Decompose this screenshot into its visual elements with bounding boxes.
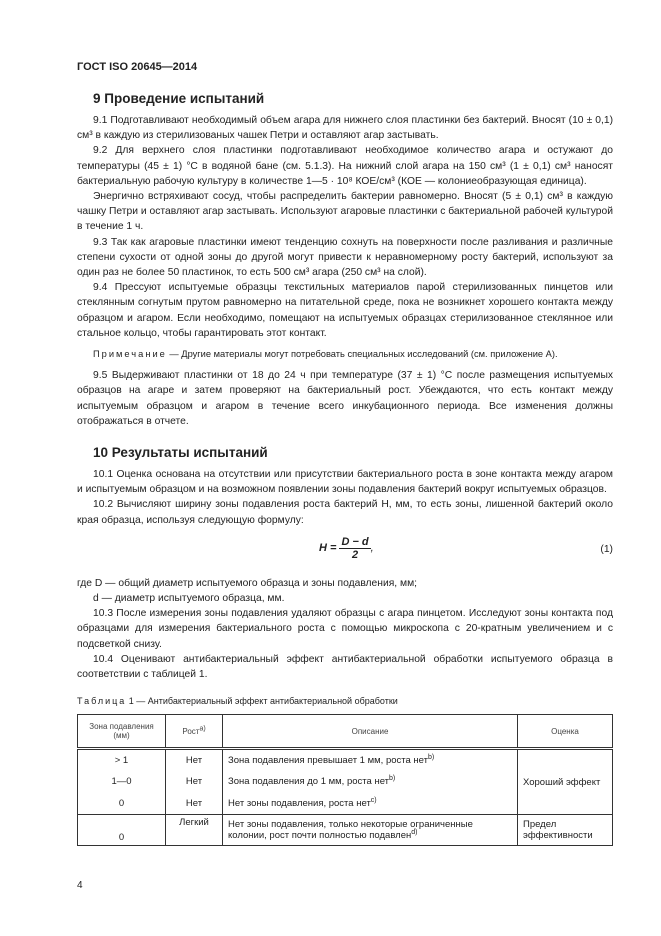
table-caption-text: 1 — Антибактериальный эффект антибактериальной обработки bbox=[126, 696, 398, 707]
header-description: Описание bbox=[223, 715, 518, 749]
formula-1 bbox=[77, 536, 613, 570]
section-10-title: 10 Результаты испытаний bbox=[93, 445, 268, 461]
paragraph-9-4: 9.4 Прессуют испытуемые образцы текстильных материалов парой стерилизованных пинцетов или стеклянным согнутым прутом равномерно на питательной среде, пока не возникнет хорошего контакта между образцом и агаром. Если необходимо, помещают на испытуемых образцах стерилизованное стеклянное или стальное кольцо, чтобы гарантировать этот контакт. bbox=[77, 282, 613, 339]
cell-rating: Предел эффективности bbox=[518, 815, 613, 846]
section-9 bbox=[77, 91, 613, 429]
cell-growth: Нет bbox=[166, 749, 223, 771]
cell-rating: Хороший эффект bbox=[518, 749, 613, 815]
note-label: Примечание bbox=[93, 349, 167, 360]
table-caption-label: Таблица bbox=[77, 696, 127, 707]
document-header: ГОСТ ISO 20645—2014 bbox=[77, 61, 198, 73]
header-zone: Зона подавления (мм) bbox=[78, 715, 166, 749]
section-9-title: 9 Проведение испытаний bbox=[93, 91, 265, 106]
cell-zone: 0 bbox=[78, 815, 166, 846]
table-row bbox=[78, 815, 613, 846]
where-d-total: где D — общий диаметр испытуемого образца и зоны подавления, мм; bbox=[77, 577, 418, 589]
section-10 bbox=[77, 445, 613, 682]
page-content bbox=[77, 61, 613, 891]
formula-lhs: H = bbox=[319, 542, 337, 555]
paragraph-9-2-cont: Энергично встряхивают сосуд, чтобы распределить бактерии равномерно. Вносят (5 ± 0,1) см³ в каждую чашку Петри и оставляют агар застывать. Используют агаровые пластинки с бактериальной рабочей культурой в течение 1 ч. bbox=[77, 191, 613, 233]
cell-zone: 1—0 bbox=[78, 771, 166, 793]
cell-description: Зона подавления превышает 1 мм, роста нет$^{b)}$ bbox=[223, 749, 518, 771]
page-number: 4 bbox=[77, 880, 83, 892]
note bbox=[77, 347, 613, 362]
paragraph-10-3: 10.3 После измерения зоны подавления удаляют образцы с агара пинцетом. Исследуют зоны контакта под образцами для измерения бактериального роста с помощью микроскопа с 20-кратным увеличением и с подсветкой снизу. bbox=[77, 608, 613, 650]
equation-number: (1) bbox=[600, 543, 613, 555]
header-rating: Оценка bbox=[518, 715, 613, 749]
paragraph-9-5: 9.5 Выдерживают пластинки от 18 до 24 ч при температуре (37 ± 1) °С после размещения испытуемых образцов на агаре и затем проверяют на бактериальный рост. Убеждаются, что есть контакт между испытуемым образцом и агаром в течение всего инкубационного периода. Все изменения должны отображаться в отчете. bbox=[77, 370, 613, 427]
where-d-sample: d — диаметр испытуемого образца, мм. bbox=[93, 593, 285, 605]
cell-description: Зона подавления до 1 мм, роста нет$^{b)}$ bbox=[223, 771, 518, 793]
formula-denominator: 2 bbox=[351, 548, 359, 561]
cell-description: Нет зоны подавления, роста нет$^{c)}$ bbox=[223, 793, 518, 815]
paragraph-9-2: 9.2 Для верхнего слоя пластинки подготавливают необходимое количество агара и остужают до температуры (45 ± 1) °С в водяной бане (см. 5.1.3). На нижний слой агара на 150 см³ (1 ± 0,1) см³ наносят бактериальную рабочую культуру в количестве 1—5 · 10⁸ КОЕ/см³ (КОЕ — колониеобразующая единица). bbox=[77, 145, 613, 187]
note-text: — Другие материалы могут потребовать специальных исследований (см. приложение А). bbox=[166, 349, 558, 360]
table-caption bbox=[77, 696, 613, 706]
formula-tail: , bbox=[370, 542, 374, 555]
cell-zone: 0 bbox=[78, 793, 166, 815]
paragraph-10-1: 10.1 Оценка основана на отсутствии или присутствии бактериального роста в зоне контакта между агаром и испытуемым образцом и на возможном появлении зоны подавления бактерий вокруг испытуемых образцов. bbox=[77, 469, 613, 496]
table-row bbox=[78, 749, 613, 771]
cell-growth: Легкий bbox=[166, 815, 223, 846]
cell-description: Нет зоны подавления, только некоторые ограниченные колонии, рост почти полностью подавлен$^{d)}$ bbox=[223, 815, 518, 846]
paragraph-9-3: 9.3 Так как агаровые пластинки имеют тенденцию сохнуть на поверхности после разливания и различные степени сухости от одной зоны до другой могут привести к неравномерному росту бактерий, используют за один раз не более 50 пластинок, то есть 500 см³ агара (250 см³ на слой). bbox=[77, 236, 613, 279]
paragraph-10-4: 10.4 Оценивают антибактериальный эффект антибактериальной обработки испытуемого образца в соответствии с таблицей 1. bbox=[77, 653, 613, 681]
cell-zone: > 1 bbox=[78, 749, 166, 771]
cell-growth: Нет bbox=[166, 771, 223, 793]
cell-growth: Нет bbox=[166, 793, 223, 815]
paragraph-10-2: 10.2 Вычисляют ширину зоны подавления роста бактерий H, мм, то есть зоны, лишенной бактерий около края образца, используя следующую формулу: bbox=[77, 499, 613, 526]
table-1 bbox=[77, 696, 613, 846]
paragraph-9-1: 9.1 Подготавливают необходимый объем агара для нижнего слоя пластинки без бактерий. Вносят (10 ± 0,1) см³ в каждую из стерилизованых чашек Петри и оставляют агар застывать. bbox=[77, 115, 613, 142]
header-growth: Рост$^{а)}$ bbox=[166, 715, 223, 749]
formula-numerator: D − d bbox=[341, 535, 369, 548]
